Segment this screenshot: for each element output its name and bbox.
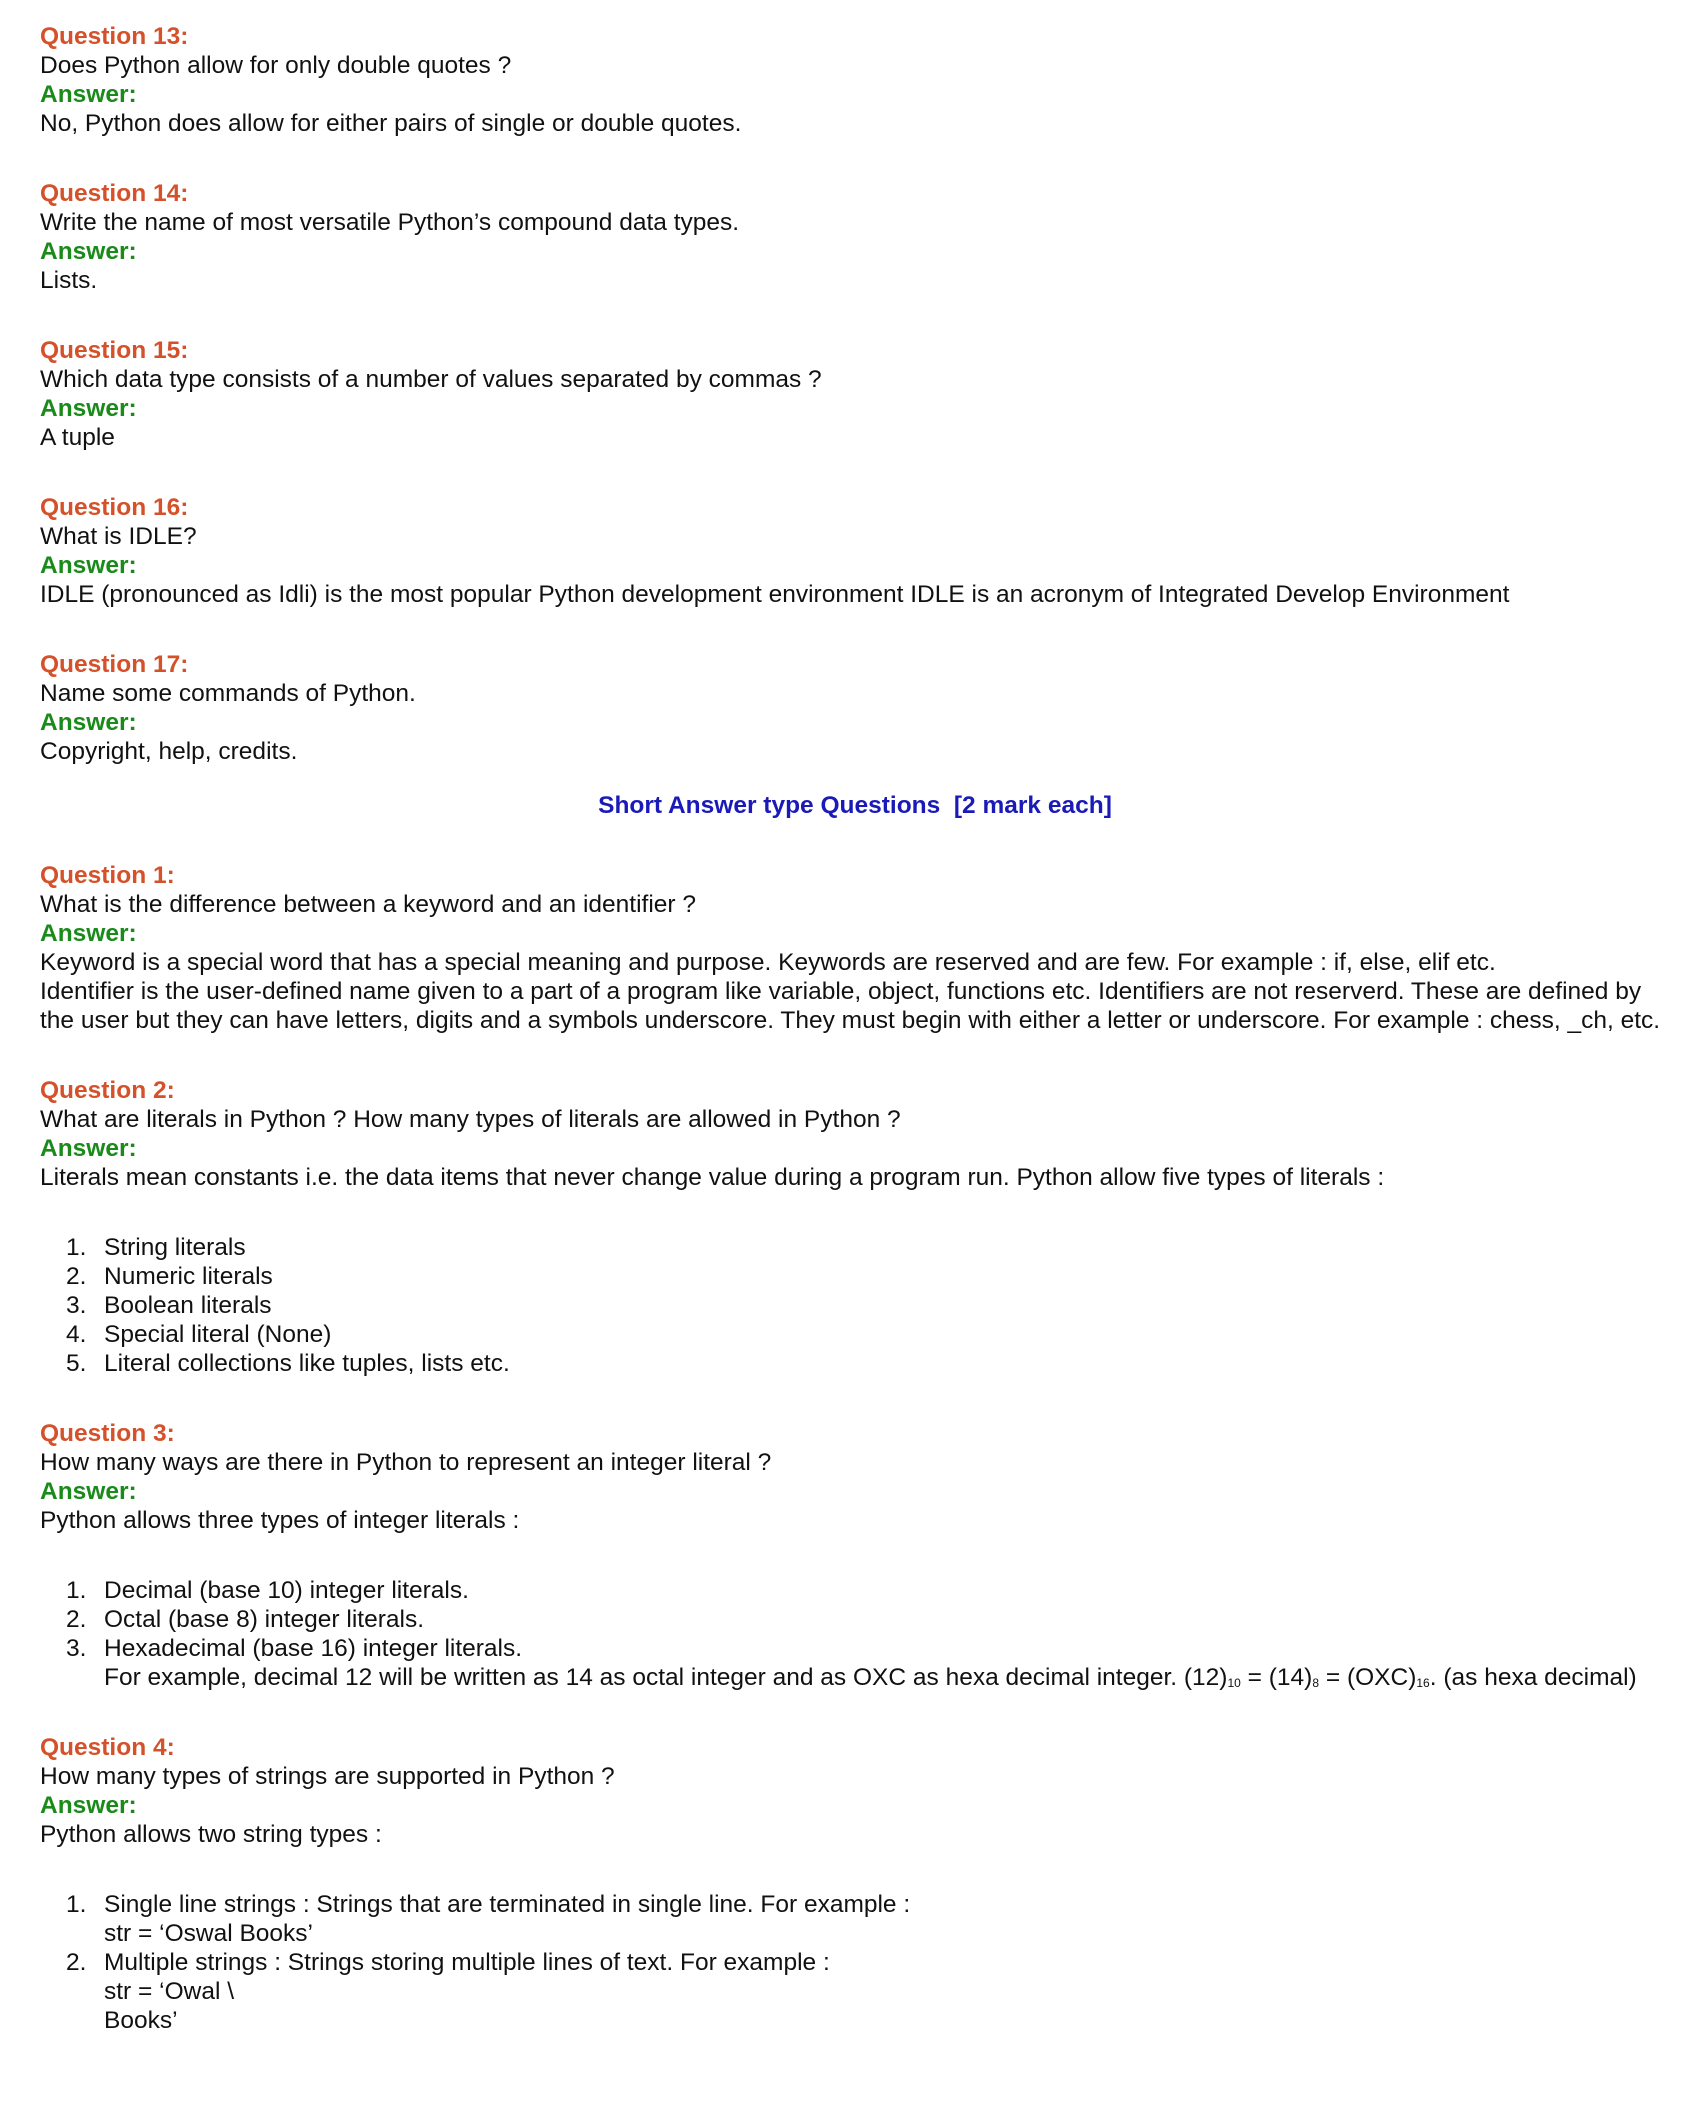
question-label: Question 4: bbox=[40, 1734, 175, 1761]
qa-block-16 bbox=[40, 493, 1670, 609]
answer-label: Answer: bbox=[40, 238, 137, 265]
list-number: 3. bbox=[66, 1292, 87, 1319]
list-number: 1. bbox=[66, 1577, 87, 1604]
qa-block-13 bbox=[40, 22, 1670, 138]
question-text: What is IDLE? bbox=[40, 523, 197, 550]
code-example: str = ‘Owal \ bbox=[104, 1978, 235, 2005]
subscript-8: 8 bbox=[1312, 1676, 1320, 1690]
list-item bbox=[40, 1576, 1670, 1605]
short-qa-block-1 bbox=[40, 861, 1670, 1035]
answer-text: Python allows two string types : bbox=[40, 1821, 382, 1848]
question-label: Question 3: bbox=[40, 1420, 175, 1447]
integer-literals-list bbox=[40, 1576, 1670, 1692]
answer-text: No, Python does allow for either pairs of single or double quotes. bbox=[40, 110, 742, 137]
string-types-list bbox=[40, 1890, 1670, 2035]
answer-label: Answer: bbox=[40, 1135, 137, 1162]
question-text: Does Python allow for only double quotes ? bbox=[40, 52, 512, 79]
list-item bbox=[40, 1320, 1670, 1349]
answer-text: Keyword is a special word that has a special meaning and purpose. Keywords are reserved and are few. For example : if, else, elif etc. bbox=[40, 949, 1496, 976]
list-number: 2. bbox=[66, 1606, 87, 1633]
list-number: 1. bbox=[66, 1234, 87, 1261]
list-item bbox=[40, 1890, 1670, 1948]
list-item bbox=[40, 1262, 1670, 1291]
answer-text: A tuple bbox=[40, 424, 115, 451]
list-item bbox=[40, 1349, 1670, 1378]
list-item-text: Numeric literals bbox=[104, 1263, 273, 1290]
list-number: 2. bbox=[66, 1949, 87, 1976]
list-item-text: Multiple strings : Strings storing multiple lines of text. For example : bbox=[104, 1949, 830, 1976]
answer-text: Copyright, help, credits. bbox=[40, 738, 298, 765]
list-number: 3. bbox=[66, 1635, 87, 1662]
answer-label: Answer: bbox=[40, 1478, 137, 1505]
question-label: Question 1: bbox=[40, 862, 175, 889]
question-label: Question 14: bbox=[40, 180, 189, 207]
list-item-text: String literals bbox=[104, 1234, 246, 1261]
list-item-text: Boolean literals bbox=[104, 1292, 272, 1319]
answer-label: Answer: bbox=[40, 1792, 137, 1819]
answer-text: IDLE (pronounced as Idli) is the most popular Python development environment IDLE is an acronym of Integrated Develop Environment bbox=[40, 581, 1510, 608]
example-eq2: = (OXC) bbox=[1319, 1664, 1417, 1691]
short-qa-block-2 bbox=[40, 1076, 1670, 1378]
list-item bbox=[40, 1634, 1670, 1692]
question-text: How many types of strings are supported in Python ? bbox=[40, 1763, 615, 1790]
subscript-10: 10 bbox=[1227, 1676, 1241, 1690]
question-text: Which data type consists of a number of values separated by commas ? bbox=[40, 366, 822, 393]
answer-label: Answer: bbox=[40, 709, 137, 736]
qa-block-15 bbox=[40, 336, 1670, 452]
question-text: Write the name of most versatile Python’s compound data types. bbox=[40, 209, 740, 236]
example-post: . (as hexa decimal) bbox=[1429, 1664, 1637, 1691]
short-qa-block-3 bbox=[40, 1419, 1670, 1692]
list-item bbox=[40, 1948, 1670, 2035]
list-item-text: Hexadecimal (base 16) integer literals. bbox=[104, 1635, 523, 1662]
example-text bbox=[104, 1663, 1670, 1692]
list-item-text: Special literal (None) bbox=[104, 1321, 332, 1348]
question-label: Question 13: bbox=[40, 23, 189, 50]
section-title: Short Answer type Questions [2 mark each] bbox=[598, 792, 1112, 819]
subscript-16: 16 bbox=[1416, 1676, 1430, 1690]
list-item bbox=[40, 1233, 1670, 1262]
answer-text: Identifier is the user-defined name given to a part of a program like variable, object, functions etc. Identifiers are not reserverd. These are defined by the user but they can have letters, digits and a symbols underscore. They must begin with either a letter or underscore. For example : chess, _ch, etc. bbox=[40, 978, 1661, 1034]
question-text: Name some commands of Python. bbox=[40, 680, 416, 707]
answer-label: Answer: bbox=[40, 81, 137, 108]
example-eq1: = (14) bbox=[1240, 1664, 1313, 1691]
code-example: Books’ bbox=[104, 2007, 178, 2034]
qa-block-14 bbox=[40, 179, 1670, 295]
answer-text: Python allows three types of integer literals : bbox=[40, 1507, 520, 1534]
question-label: Question 2: bbox=[40, 1077, 175, 1104]
list-number: 4. bbox=[66, 1321, 87, 1348]
question-label: Question 16: bbox=[40, 494, 189, 521]
example-pre: For example, decimal 12 will be written as 14 as octal integer and as OXC as hexa decimal integer. (12) bbox=[104, 1664, 1228, 1691]
answer-label: Answer: bbox=[40, 552, 137, 579]
short-qa-block-4 bbox=[40, 1733, 1670, 2035]
question-label: Question 17: bbox=[40, 651, 189, 678]
question-text: What is the difference between a keyword and an identifier ? bbox=[40, 891, 696, 918]
list-item-text: Single line strings : Strings that are terminated in single line. For example : bbox=[104, 1891, 911, 1918]
list-number: 2. bbox=[66, 1263, 87, 1290]
question-text: How many ways are there in Python to represent an integer literal ? bbox=[40, 1449, 772, 1476]
list-number: 1. bbox=[66, 1891, 87, 1918]
answer-label: Answer: bbox=[40, 920, 137, 947]
list-item bbox=[40, 1605, 1670, 1634]
question-text: What are literals in Python ? How many types of literals are allowed in Python ? bbox=[40, 1106, 901, 1133]
list-item-text: Literal collections like tuples, lists etc. bbox=[104, 1350, 510, 1377]
literal-types-list bbox=[40, 1233, 1670, 1378]
qa-block-17 bbox=[40, 650, 1670, 766]
list-item bbox=[40, 1291, 1670, 1320]
answer-text: Literals mean constants i.e. the data items that never change value during a program run. Python allow five types of literals : bbox=[40, 1164, 1385, 1191]
list-number: 5. bbox=[66, 1350, 87, 1377]
question-label: Question 15: bbox=[40, 337, 189, 364]
document-page bbox=[40, 22, 1670, 2035]
answer-label: Answer: bbox=[40, 395, 137, 422]
list-item-text: Decimal (base 10) integer literals. bbox=[104, 1577, 469, 1604]
answer-text: Lists. bbox=[40, 267, 98, 294]
list-item-text: Octal (base 8) integer literals. bbox=[104, 1606, 424, 1633]
code-example: str = ‘Oswal Books’ bbox=[104, 1920, 313, 1947]
